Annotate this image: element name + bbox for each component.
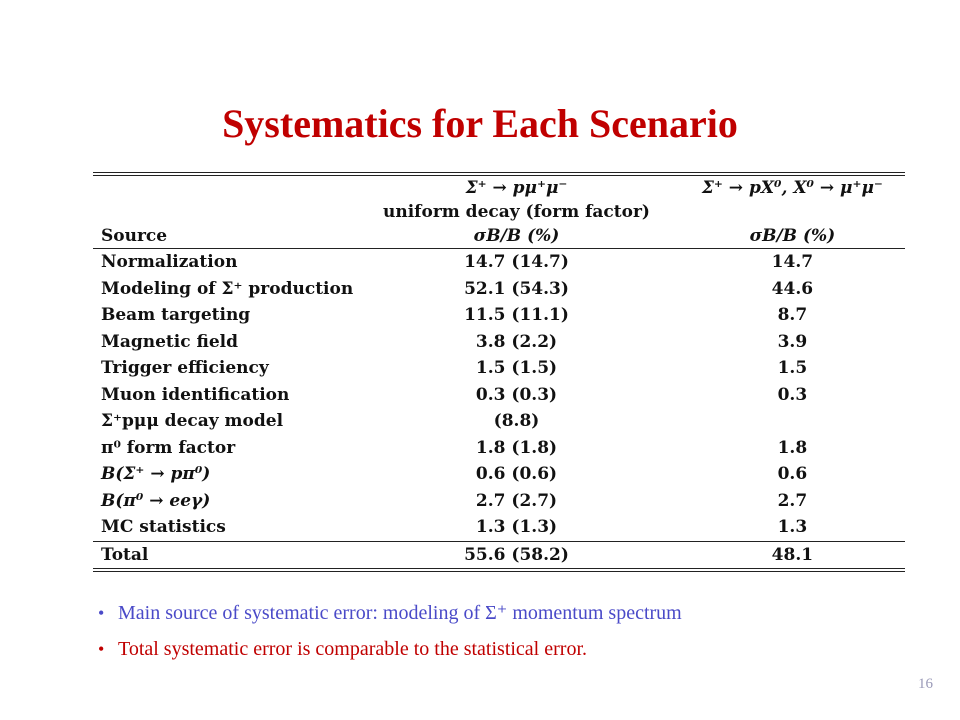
- total-col2-value: 48.1: [672, 541, 905, 568]
- bullet-dot-icon: •: [98, 639, 105, 659]
- row-col2-value: 3.9: [777, 331, 808, 352]
- row-source: Modeling of Σ⁺ production: [101, 278, 354, 299]
- row-col1-value: 1.3 (1.3): [475, 517, 558, 538]
- row-source: B(π⁰ → eeγ): [101, 490, 211, 511]
- header-col1-subtitle: uniform decay (form factor): [382, 202, 650, 222]
- bullet-text: Total systematic error is comparable to the statistical error.: [118, 638, 587, 660]
- table-row: [93, 408, 905, 435]
- row-col2-value: 0.6: [777, 464, 808, 485]
- table-row: [93, 302, 905, 329]
- row-col2-value: 1.3: [777, 517, 808, 538]
- page-number: 16: [918, 676, 933, 692]
- table-bottom-rule: [93, 568, 905, 572]
- table-row: [93, 276, 905, 303]
- row-source: Muon identification: [101, 384, 290, 405]
- row-col1-value: 3.8 (2.2): [475, 331, 558, 352]
- row-col1-value: 1.8 (1.8): [475, 437, 558, 458]
- header-blank: [93, 176, 353, 200]
- row-col1-value: 11.5 (11.1): [464, 305, 569, 326]
- row-col1-value: 0.3 (0.3): [475, 384, 558, 405]
- table-row: [93, 514, 905, 541]
- table-row: [93, 435, 905, 462]
- table-row: [93, 249, 905, 276]
- row-source: Normalization: [101, 252, 238, 273]
- row-col2-value: 2.7: [777, 490, 808, 511]
- row-col2-value: 44.6: [771, 278, 814, 299]
- table-row: [93, 382, 905, 409]
- table-row: [93, 355, 905, 382]
- header-col1-decay: Σ⁺ → pμ⁺μ⁻: [465, 178, 568, 198]
- row-col2-value: [672, 408, 905, 435]
- row-col2-value: 1.8: [777, 437, 808, 458]
- bullet-list: [98, 600, 938, 672]
- header-col2-unit: σB/B (%): [672, 224, 905, 249]
- header-blank: [93, 200, 353, 224]
- row-source: MC statistics: [101, 517, 226, 538]
- row-col1-value: (8.8): [493, 411, 540, 432]
- total-col1-value: 55.6 (58.2): [353, 541, 672, 568]
- header-row-3: [93, 224, 905, 249]
- row-col1-value: 0.6 (0.6): [475, 464, 558, 485]
- total-label: Total: [93, 541, 353, 568]
- row-source: B(Σ⁺ → pπ⁰): [101, 464, 211, 485]
- header-source: Source: [93, 224, 353, 249]
- row-col1-value: 52.1 (54.3): [464, 278, 569, 299]
- row-col2-value: 0.3: [777, 384, 808, 405]
- row-col1-value: 1.5 (1.5): [475, 358, 558, 379]
- table-row: [93, 329, 905, 356]
- bullet-text: Main source of systematic error: modeling of Σ⁺ momentum spectrum: [118, 602, 682, 624]
- row-col2-value: 8.7: [777, 305, 808, 326]
- row-col1-value: 2.7 (2.7): [475, 490, 558, 511]
- header-row-2: [93, 200, 905, 224]
- table-row: [93, 488, 905, 515]
- row-col2-value: 1.5: [777, 358, 808, 379]
- header-row-1: [93, 176, 905, 200]
- header-col1-unit: σB/B (%): [353, 224, 672, 249]
- row-col1-value: 14.7 (14.7): [464, 252, 569, 273]
- row-col2-value: 14.7: [771, 252, 814, 273]
- row-source: π⁰ form factor: [101, 437, 236, 458]
- row-source: Beam targeting: [101, 305, 251, 326]
- table-row: [93, 461, 905, 488]
- systematics-table: [93, 172, 905, 572]
- header-col2-decay: Σ⁺ → pX⁰, X⁰ → μ⁺μ⁻: [701, 178, 883, 198]
- row-source: Magnetic field: [101, 331, 238, 352]
- bullet-dot-icon: •: [98, 603, 105, 623]
- row-source: Σ⁺pμμ decay model: [101, 411, 284, 432]
- total-row: [93, 541, 905, 568]
- slide-title: Systematics for Each Scenario: [222, 101, 738, 146]
- row-source: Trigger efficiency: [101, 358, 269, 379]
- bullet-item: [98, 600, 938, 636]
- header-blank: [672, 200, 905, 224]
- bullet-item: [98, 636, 938, 672]
